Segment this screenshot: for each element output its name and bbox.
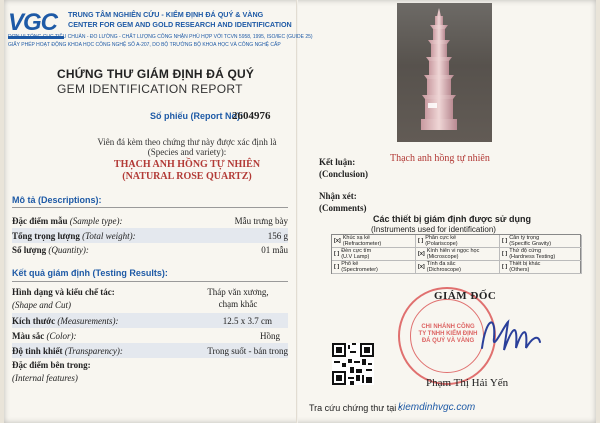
instrument-cell: [ ] Phổ kế (Spectrometer) xyxy=(332,261,416,274)
row-label: Kích thước (Measurements): xyxy=(12,315,119,326)
result-internal-label: Đặc điểm bên trong: xyxy=(12,360,91,370)
instrument-cell: [ ] Cân tỷ trọng (Specific Gravity) xyxy=(500,235,582,248)
row-label: Số lượng (Quantity): xyxy=(12,244,89,255)
comments-label: Nhận xét: (Comments) xyxy=(319,191,367,213)
row-label: Tổng trọng lượng (Total weight): xyxy=(12,230,136,241)
org-name-en: CENTER FOR GEM AND GOLD RESEARCH AND IDENTIFICATION xyxy=(68,20,292,29)
result-shape-value-2: chạm khắc xyxy=(218,299,258,309)
org-name xyxy=(68,10,292,30)
row-label: Đặc điểm mẫu (Sample type): xyxy=(12,215,123,226)
org-name-vi: TRUNG TÂM NGHIÊN CỨU - KIỂM ĐỊNH ĐÁ QUÝ & VÀNG xyxy=(68,10,264,19)
report-number: 2604976 xyxy=(232,110,271,122)
desc-row-total-weight xyxy=(12,228,288,243)
fold-line xyxy=(296,0,298,423)
accreditation-line-2: GIẤY PHÉP HOẠT ĐỘNG KHOA HỌC CÔNG NGHỆ SỐ A-207, DO BỘ TRƯỞNG BỘ KHOA HỌC VÀ CÔNG NGHỆ CẤP xyxy=(8,42,281,48)
result-internal-label-en: (Internal features) xyxy=(12,373,78,383)
rose-quartz-pagoda-image xyxy=(417,6,461,132)
instrument-cell: [ ] Thiết bị khác (Others) xyxy=(500,261,582,274)
result-row-color xyxy=(12,328,288,343)
result-shape-label-en: (Shape and Cut) xyxy=(12,300,71,310)
species-intro-en: (Species and variety): xyxy=(147,147,227,157)
row-value: 01 mẫu xyxy=(261,244,288,255)
result-row-transparency xyxy=(12,343,288,358)
instrument-cell: [ ] Thử độ cứng (Hardness Testing) xyxy=(500,248,582,261)
conclusion-label: Kết luận: (Conclusion) xyxy=(319,157,369,179)
result-shape-label: Hình dạng và kiểu chế tác: xyxy=(12,287,115,297)
result-shape-value-1: Tháp văn xương, xyxy=(207,287,269,297)
species-intro xyxy=(82,137,292,157)
seal-text: CHI NHÁNH CÔNG TY TNHH KIỂM ĐỊNH ĐÁ QUÝ VÀ VÀNG xyxy=(418,324,478,344)
qr-code[interactable] xyxy=(332,343,374,385)
result-row-measurements xyxy=(12,313,288,328)
title-vi: CHỨNG THƯ GIÁM ĐỊNH ĐÁ QUÝ xyxy=(57,67,255,81)
conclusion-value: Thạch anh hồng tự nhiên xyxy=(390,153,490,164)
instrument-cell: [x] Khúc xạ kế (Refractometer) xyxy=(332,235,416,248)
instruments-subtitle: (Instruments used for identification) xyxy=(371,225,496,234)
accreditation-lines xyxy=(8,33,313,49)
species-name-vi: THẠCH ANH HỒNG TỰ NHIÊN xyxy=(113,159,261,170)
desc-row-quantity xyxy=(12,242,288,257)
instrument-cell: [x] Kính hiển vi ngọc học (Microscope) xyxy=(416,248,500,261)
title-en: GEM IDENTIFICATION REPORT xyxy=(57,82,243,96)
row-label: Màu sắc (Color): xyxy=(12,330,77,341)
verify-link[interactable]: kiemdinhvgc.com xyxy=(398,402,476,413)
divider xyxy=(12,281,288,282)
accreditation-line-1: ĐƠN VỊ TỔNG CỤC TIÊU CHUẨN - ĐO LƯỜNG - CHẤT LƯỢNG CÔNG NHẬN PHÙ HỢP VỚI TCVN 5958, 1995, ISO/IEC (GUIDE 25) xyxy=(8,34,313,40)
species-name-en: (NATURAL ROSE QUARTZ) xyxy=(122,171,252,182)
results-heading: Kết quả giám định (Testing Results): xyxy=(12,268,168,278)
descriptions-heading: Mô tả (Descriptions): xyxy=(12,195,102,205)
divider xyxy=(12,207,288,208)
row-label: Độ tinh khiết (Transparency): xyxy=(12,345,123,356)
instruments-title: Các thiết bị giám định được sử dụng xyxy=(373,214,531,224)
instrument-cell: [ ] Đèn cực tím (U.V Lamp) xyxy=(332,248,416,261)
report-number-label: Số phiếu (Report No): xyxy=(150,111,243,121)
instrument-cell: [x] Tính đa sắc (Dichroscope) xyxy=(416,261,500,274)
lookup-label: Tra cứu chứng thư tại : xyxy=(309,403,402,413)
row-value: 12.5 x 3.7 cm xyxy=(222,315,272,326)
row-value: Mẫu trưng bày xyxy=(234,215,288,226)
director-name: Phạm Thị Hải Yến xyxy=(426,377,509,389)
species-intro-vi: Viên đá kèm theo chứng thư này được xác định là xyxy=(97,137,277,147)
vgc-logo: VGC xyxy=(8,9,58,36)
row-value: Hồng xyxy=(260,330,280,341)
director-title: GIÁM ĐỐC xyxy=(434,290,497,302)
desc-row-sample-type xyxy=(12,213,288,228)
instruments-table xyxy=(331,234,581,274)
handwritten-signature xyxy=(474,308,544,360)
row-value: Trong suốt - bán trong xyxy=(207,345,288,356)
species-name xyxy=(82,159,292,183)
instrument-cell: [ ] Phân cực kế (Polariscope) xyxy=(416,235,500,248)
row-value: 156 g xyxy=(267,230,288,241)
